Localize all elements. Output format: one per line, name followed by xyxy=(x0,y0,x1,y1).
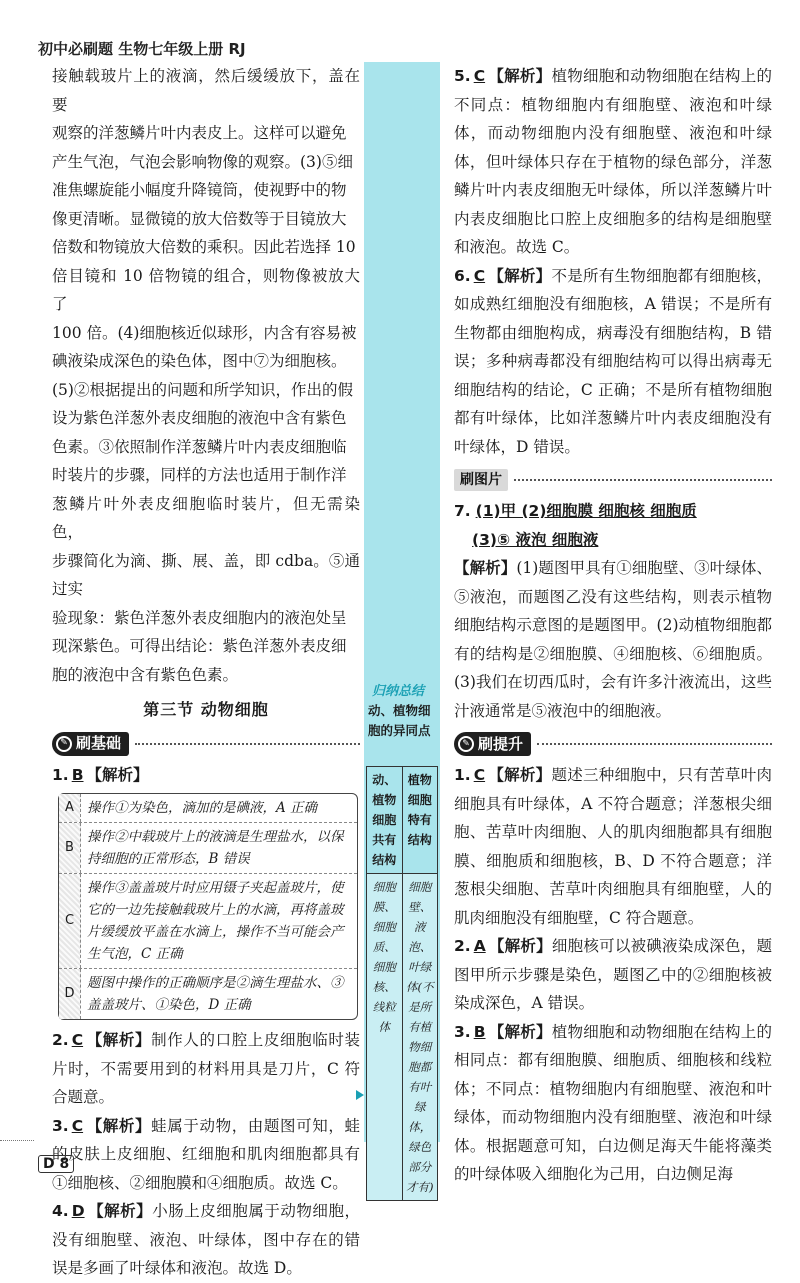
question-2 xyxy=(52,1026,360,1112)
analysis-tag: 【解析】 xyxy=(86,1116,152,1135)
intro-line: 准焦螺旋能小幅度升降镜筒，使视野中的物 xyxy=(52,181,347,199)
analysis-text: 制作人的口腔上皮细胞临时装片时，不需要用到的材料用具是刀片，C 符合题意。 xyxy=(52,1031,360,1106)
summary-col-shared-head: 动、植物细胞共有结构 xyxy=(372,773,397,867)
answer-letter: C xyxy=(71,1116,84,1135)
question-number: 3. xyxy=(52,1116,69,1135)
option-row xyxy=(59,874,357,969)
analysis-tag: 【解析】 xyxy=(488,766,552,784)
intro-line: 倍数和物镜放大倍数的乘积。因此若选择 10 xyxy=(52,238,356,256)
banner-label: 刷基础 xyxy=(76,734,122,753)
dotted-rule xyxy=(514,479,772,481)
banner-badge: 刷图片 xyxy=(454,469,508,491)
analysis-text: (1)题图甲具有①细胞壁、③叶绿体、⑤液泡，而题图乙没有这些结构，则表示植物细胞结构示意图的是题图甲。(2)动植物细胞都有的结构是②细胞膜、④细胞核、⑥细胞质。(3)我们在切西瓜时，会有许多汁液流出，这些汁液通常是⑤液泡中的细胞液。 xyxy=(454,559,772,720)
advanced-question-1 xyxy=(454,761,772,932)
left-column xyxy=(52,62,360,1283)
analysis-tag: 【解析】 xyxy=(488,1022,552,1041)
intro-line: 倍目镜和 10 倍物镜的组合，则物像被放大了 xyxy=(52,266,360,313)
pen-icon: ✎ xyxy=(458,736,474,752)
question-number: 2. xyxy=(454,937,471,955)
summary-table-body xyxy=(367,873,437,1200)
option-label: D xyxy=(59,969,81,1019)
answer-letter: C xyxy=(473,266,486,285)
option-text: 操作①为染色，滴加的是碘液，A 正确 xyxy=(87,800,318,816)
dotted-rule xyxy=(135,743,360,745)
summary-col-shared-body: 细胞膜、细胞质、细胞核、线粒体 xyxy=(367,874,402,1200)
pen-icon: ✎ xyxy=(56,736,72,752)
intro-line: (5)②根据提出的问题和所学知识，作出的假 xyxy=(52,380,353,399)
question-6 xyxy=(454,262,772,462)
dotted-rule xyxy=(537,743,772,745)
intro-line: 现深紫色。可得出结论：紫色洋葱外表皮细 xyxy=(52,637,347,655)
answer-letter: C xyxy=(473,67,486,85)
option-text: 操作②中载玻片上的液滴是生理盐水，以保持细胞的正常形态，B 错误 xyxy=(87,829,344,867)
intro-line: 设为紫色洋葱外表皮细胞的液泡中含有紫色 xyxy=(52,409,347,427)
summary-label: 归纳总结 xyxy=(372,684,425,699)
banner-label: 刷提升 xyxy=(478,734,524,753)
section-title: 第三节 动物细胞 xyxy=(143,700,269,719)
intro-paragraph xyxy=(52,62,360,689)
option-row xyxy=(59,794,357,823)
option-row xyxy=(59,823,357,874)
option-row xyxy=(59,969,357,1019)
analysis-text: 题述三种细胞中，只有苦草叶肉细胞具有叶绿体，A 不符合题意；洋葱根尖细胞、苦草叶肉细胞、人的肌肉细胞都具有细胞膜、细胞质和细胞核，B、D 不符合题意；洋葱根尖细胞、苦草叶肉细胞具有细胞壁，人的肌肉细胞没有细胞壁，C 符合题意。 xyxy=(454,766,772,927)
intro-line: 胞的液泡中含有紫色色素。 xyxy=(52,665,239,684)
banner-basic xyxy=(52,729,360,759)
option-text: 题图中操作的正确顺序是②滴生理盐水、③盖盖玻片、①染色，D 正确 xyxy=(87,975,344,1013)
intro-line: 100 倍。(4)细胞核近似球形，内含有容易被 xyxy=(52,323,357,342)
question-number: 1. xyxy=(454,766,471,784)
banner-advanced xyxy=(454,729,772,759)
question-4 xyxy=(52,1197,360,1283)
question-number: 6. xyxy=(454,266,471,285)
analysis-text: 蛙属于动物，由题图可知，蛙的皮肤上皮细胞、红细胞和肌肉细胞都具有①细胞核、②细胞膜和④细胞质。故选 C。 xyxy=(52,1116,360,1192)
analysis-text: 小肠上皮细胞属于动物细胞，没有细胞壁、液泡、叶绿体，图中存在的错误是多画了叶绿体和液泡。故选 D。 xyxy=(52,1202,360,1277)
intro-line: 观察的洋葱鳞片叶内表皮上。这样可以避免 xyxy=(52,124,347,142)
analysis-tag: 【解析】 xyxy=(86,765,149,784)
advanced-question-2 xyxy=(454,932,772,1018)
summary-col-plant-body: 细胞壁、液泡、叶绿体(不是所有植物细胞都有叶绿体，绿色部分才有) xyxy=(402,874,438,1200)
answer-letter: B xyxy=(71,765,84,784)
corner-rule xyxy=(0,1140,34,1141)
analysis-tag: 【解析】 xyxy=(488,937,552,955)
intro-line: 步骤简化为滴、撕、展、盖，即 cdba。⑤通过实 xyxy=(52,551,360,598)
page-number: D 8 xyxy=(38,1155,74,1173)
analysis-tag: 【解析】 xyxy=(488,67,552,85)
pointer-arrow-icon xyxy=(356,1090,364,1100)
summary-title: 动、植物细胞的异同点 xyxy=(368,703,431,738)
intro-line: 产生气泡，气泡会影响物像的观察。(3)⑤细 xyxy=(52,152,353,171)
intro-line: 时装片的步骤，同样的方法也适用于制作洋 xyxy=(52,466,347,484)
analysis-text: 细胞核可以被碘液染成深色，题图甲所示步骤是染色，题图乙中的②细胞核被染成深色，A 错误。 xyxy=(454,937,772,1012)
answer-letter: C xyxy=(473,766,486,784)
intro-line: 色素。③依照制作洋葱鳞片叶内表皮细胞临 xyxy=(52,437,347,456)
summary-col-plant-head: 植物细胞特有结构 xyxy=(402,767,438,873)
question-number: 2. xyxy=(52,1031,69,1049)
analysis-tag: 【解析】 xyxy=(488,266,552,285)
question-number: 4. xyxy=(52,1202,69,1220)
answer-letter: C xyxy=(71,1031,84,1049)
summary-table xyxy=(366,766,438,1201)
intro-line: 葱鳞片叶外表皮细胞临时装片，但无需染色， xyxy=(52,494,360,541)
answer-letter: D xyxy=(71,1202,85,1220)
advanced-question-3 xyxy=(454,1018,772,1189)
answer-line: (3)⑤ 液泡 细胞液 xyxy=(472,530,599,549)
banner-badge xyxy=(52,732,129,756)
option-text: 操作③盖盖玻片时应用镊子夹起盖玻片，使它的一边先接触载玻片上的水滴，再将盖玻片缓缓放平盖在水滴上，操作不当可能会产生气泡，C 正确 xyxy=(87,880,344,962)
analysis-tag: 【解析】 xyxy=(454,559,517,577)
question-7 xyxy=(454,497,772,725)
question-number: 3. xyxy=(454,1022,471,1041)
question-5 xyxy=(454,62,772,262)
right-column xyxy=(454,62,772,1189)
intro-line: 验现象：紫色洋葱外表皮细胞内的液泡处呈 xyxy=(52,608,347,627)
banner-image xyxy=(454,465,772,495)
option-analysis-box xyxy=(58,793,358,1020)
answer-letter: B xyxy=(473,1022,486,1041)
question-3 xyxy=(52,1112,360,1198)
analysis-tag: 【解析】 xyxy=(86,1031,152,1049)
answer-letter: A xyxy=(473,937,486,955)
answer-line: (1)甲 (2)细胞膜 细胞核 细胞质 xyxy=(475,502,697,520)
analysis-tag: 【解析】 xyxy=(87,1202,153,1220)
analysis-text: 不是所有生物细胞都有细胞核，如成熟红细胞没有细胞核，A 错误；不是所有生物都由细胞构成，病毒没有细胞结构，B 错误；多种病毒都没有细胞结构可以得出病毒无细胞结构的结论，C 正确；不是所有植物细胞都有叶绿体，比如洋葱鳞片叶内表皮细胞没有叶绿体，D 错误。 xyxy=(454,266,772,456)
running-header: 初中必刷题 生物七年级上册 RJ xyxy=(38,40,246,58)
analysis-text: 植物细胞和动物细胞在结构上的相同点：都有细胞膜、细胞质、细胞核和线粒体；不同点：植物细胞内有细胞壁、液泡和叶绿体，而动物细胞内没有细胞壁、液泡和叶绿体。根据题意可知，白边侧足海天牛能将藻类的叶绿体吸入细胞化为己用，白边侧足海 xyxy=(454,1022,772,1183)
banner-badge xyxy=(454,732,531,756)
intro-line: 碘液染成深色的染色体，图中⑦为细胞核。 xyxy=(52,352,347,370)
intro-line: 像更清晰。显微镜的放大倍数等于目镜放大 xyxy=(52,209,347,228)
question-1 xyxy=(52,761,360,790)
option-label: A xyxy=(59,794,81,822)
summary-table-header xyxy=(367,767,437,873)
question-number: 5. xyxy=(454,67,471,85)
option-label: C xyxy=(59,874,81,968)
summary-heading xyxy=(364,680,440,743)
question-number: 7. xyxy=(454,502,471,520)
question-number: 1. xyxy=(52,765,69,784)
option-label: B xyxy=(59,823,81,873)
analysis-text: 植物细胞和动物细胞在结构上的不同点：植物细胞内有细胞壁、液泡和叶绿体，而动物细胞内没有细胞壁、液泡和叶绿体，但叶绿体只存在于植物的绿色部分，洋葱鳞片叶内表皮细胞无叶绿体，所以洋葱鳞片叶内表皮细胞比口腔上皮细胞多的结构是细胞壁和液泡。故选 C。 xyxy=(454,67,772,256)
intro-line: 接触载玻片上的液滴，然后缓缓放下，盖在要 xyxy=(52,67,360,114)
